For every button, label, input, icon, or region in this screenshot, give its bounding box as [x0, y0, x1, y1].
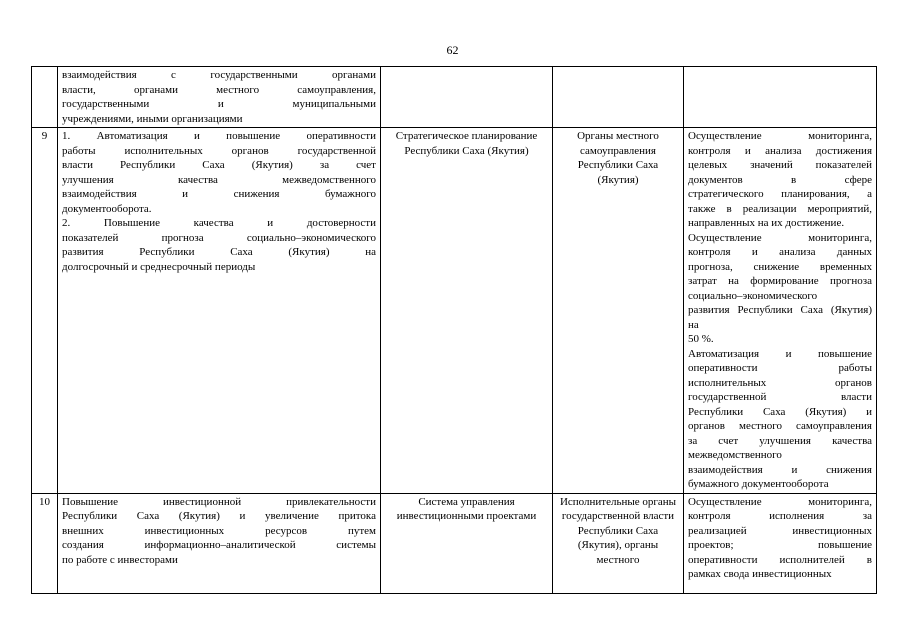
text-line: улучшения качества межведомственного — [62, 173, 376, 186]
text-line: работы исполнительных органов государственной — [62, 144, 376, 157]
text-line: 50 %. — [688, 333, 714, 345]
text-line: Осуществление мониторинга, — [688, 231, 872, 244]
text-line: бумажного документооборота — [688, 478, 829, 490]
effect-cell — [684, 493, 877, 593]
text-line: внешних инвестиционных ресурсов путем — [62, 524, 376, 537]
text-line: стратегического планирования, а — [688, 188, 872, 200]
text-line: государственными и муниципальными — [62, 98, 376, 110]
text-line: взаимодействия с государственными органами — [62, 69, 376, 81]
text-line: контроля исполнения за — [688, 510, 872, 522]
text-line: Автоматизация и повышение — [688, 347, 872, 360]
text-line: Осуществление мониторинга, — [688, 495, 872, 508]
text-line: на — [688, 318, 699, 331]
row-number-cell — [32, 67, 58, 128]
text-line: органов местного самоуправления — [688, 420, 872, 432]
text-line: по работе с инвесторами — [62, 553, 178, 566]
text-line: документооборота. — [62, 202, 152, 215]
participants-cell: Органы местного самоуправления Республики Саха (Якутия) — [553, 128, 684, 494]
goal-cell — [58, 493, 381, 593]
text-line: затрат на формирование прогноза — [688, 275, 872, 287]
system-cell — [381, 67, 553, 128]
text-line: прогноза, снижение временных — [688, 260, 872, 273]
text-line: 2. Повышение качества и достоверности — [62, 217, 376, 229]
text-line: власти, органами местного самоуправления, — [62, 83, 376, 96]
text-line: контроля и анализа достижения — [688, 144, 872, 157]
table-row — [32, 67, 877, 128]
text-line: власти Республики Саха (Якутия) за счет — [62, 159, 376, 171]
text-line: реализацией инвестиционных — [688, 524, 872, 537]
text-line: 1. Автоматизация и повышение оперативности — [62, 130, 376, 142]
effect-cell — [684, 128, 877, 494]
text-line: также в реализации мероприятий, — [688, 202, 872, 215]
text-line: взаимодействия и снижения бумажного — [62, 188, 376, 200]
text-line: учреждениями, иными организациями — [62, 112, 243, 125]
goal-cell — [58, 67, 381, 128]
text-line: Повышение инвестиционной привлекательности — [62, 495, 376, 508]
page-number: 62 — [446, 43, 459, 57]
text-line: целевых значений показателей — [688, 159, 872, 171]
text-line: проектов; повышение — [688, 539, 872, 551]
text-line: оперативности работы — [688, 362, 872, 374]
text-line: контроля и анализа данных — [688, 246, 872, 258]
system-cell: Стратегическое планирование Республики Саха (Якутия) — [381, 128, 553, 494]
text-line: государственной власти — [688, 391, 872, 403]
text-line: Осуществление мониторинга, — [688, 130, 872, 142]
text-line: за счет улучшения качества — [688, 434, 872, 447]
text-line: исполнительных органов — [688, 376, 872, 389]
table-row — [32, 493, 877, 593]
text-line: показателей прогноза социально–экономического — [62, 231, 376, 244]
text-line: долгосрочный и среднесрочный периоды — [62, 260, 256, 273]
effect-cell — [684, 67, 877, 128]
text-line: Республики Саха (Якутия) и — [688, 405, 872, 418]
text-line: направленных на их достижение. — [688, 217, 845, 229]
text-line: Республики Саха (Якутия) и увеличение притока — [62, 510, 376, 522]
text-line: социально–экономического — [688, 289, 818, 302]
measures-table — [31, 66, 877, 594]
table-row — [32, 128, 877, 494]
system-cell: Система управления инвестиционными проектами — [381, 493, 553, 593]
row-number-cell: 9 — [32, 128, 58, 494]
text-line: межведомственного — [688, 449, 782, 461]
text-line: оперативности исполнителей в — [688, 553, 872, 566]
goal-cell — [58, 128, 381, 494]
participants-cell: Исполнительные органы государственной власти Республики Саха (Якутия), органы местного — [553, 493, 684, 593]
text-line: документов в сфере — [688, 173, 872, 186]
text-line: рамках свода инвестиционных — [688, 568, 832, 580]
participants-cell — [553, 67, 684, 128]
text-line: создания информационно–аналитической системы — [62, 539, 376, 551]
text-line: развития Республики Саха (Якутия) — [688, 304, 872, 316]
text-line: развития Республики Саха (Якутия) на — [62, 246, 376, 258]
text-line: взаимодействия и снижения — [688, 463, 872, 476]
row-number-cell: 10 — [32, 493, 58, 593]
